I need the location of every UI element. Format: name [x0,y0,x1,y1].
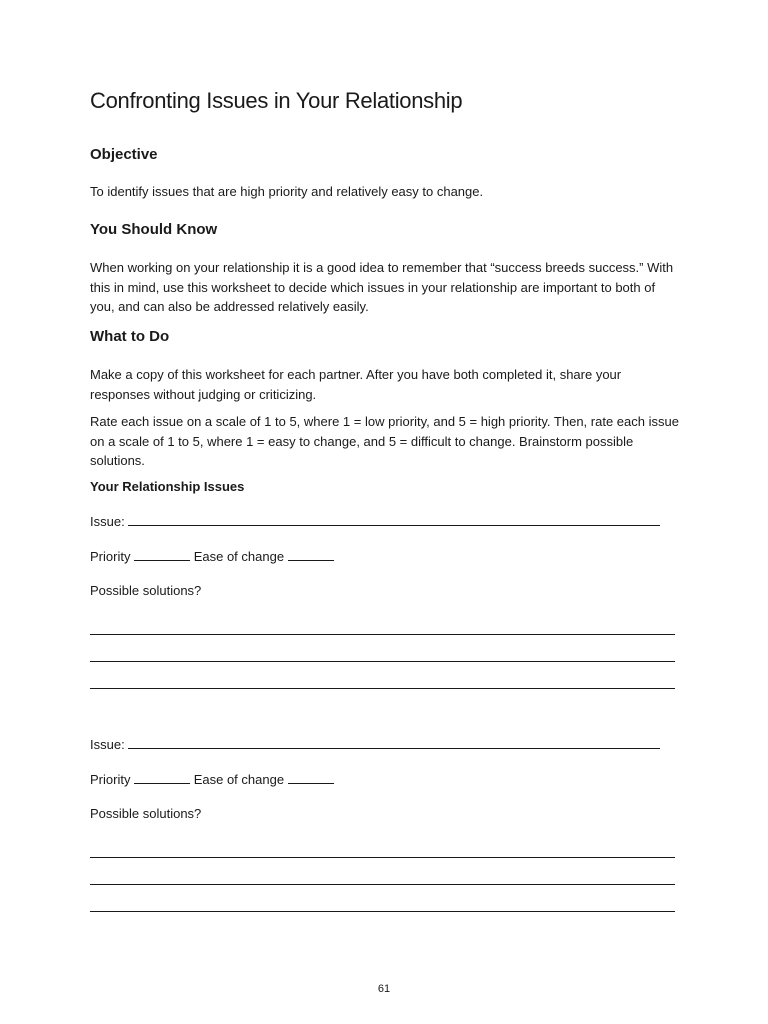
issue-line [90,736,660,752]
priority-label: Priority [90,549,131,564]
solutions-label: Possible solutions? [90,583,202,598]
rating-line [90,548,334,564]
issue-field[interactable] [128,513,660,526]
page-number: 61 [377,983,391,995]
ease-field[interactable] [288,771,334,784]
issue-line [90,513,660,529]
should-know-text: When working on your relationship it is a good idea to remember that “success breeds success.” With this in mind, use this worksheet to decide which issues in your relationship are important to both of you, and can also be addressed relatively easily. [90,260,674,314]
solution-line[interactable] [90,857,675,858]
instructions-paragraph-1: Make a copy of this worksheet for each partner. After you have both completed it, share your responses without judging or criticizing. [90,367,622,402]
ease-label: Ease of change [193,549,285,564]
priority-label: Priority [90,772,131,787]
issue-label: Issue: [90,737,125,752]
objective-heading: Objective [90,146,158,163]
solution-line[interactable] [90,661,675,662]
solutions-label: Possible solutions? [90,806,202,821]
issues-heading: Your Relationship Issues [90,479,245,494]
solution-line[interactable] [90,911,675,912]
rating-line [90,771,334,787]
solution-line[interactable] [90,634,675,635]
ease-field[interactable] [288,548,334,561]
issue-label: Issue: [90,514,125,529]
issue-field[interactable] [128,736,660,749]
ease-label: Ease of change [193,772,285,787]
page-title: Confronting Issues in Your Relationship [90,88,463,113]
priority-field[interactable] [134,771,190,784]
solution-line[interactable] [90,884,675,885]
should-know-heading: You Should Know [90,221,218,238]
priority-field[interactable] [134,548,190,561]
instructions-paragraph-2: Rate each issue on a scale of 1 to 5, where 1 = low priority, and 5 = high priority. Then, rate each issue on a scale of 1 to 5, where 1 = easy to change, and 5 = difficult to change. Brainstorm possible solutions. [90,414,679,468]
what-to-do-heading: What to Do [90,328,170,345]
objective-text: To identify issues that are high priority and relatively easy to change. [90,184,484,199]
solution-line[interactable] [90,688,675,689]
